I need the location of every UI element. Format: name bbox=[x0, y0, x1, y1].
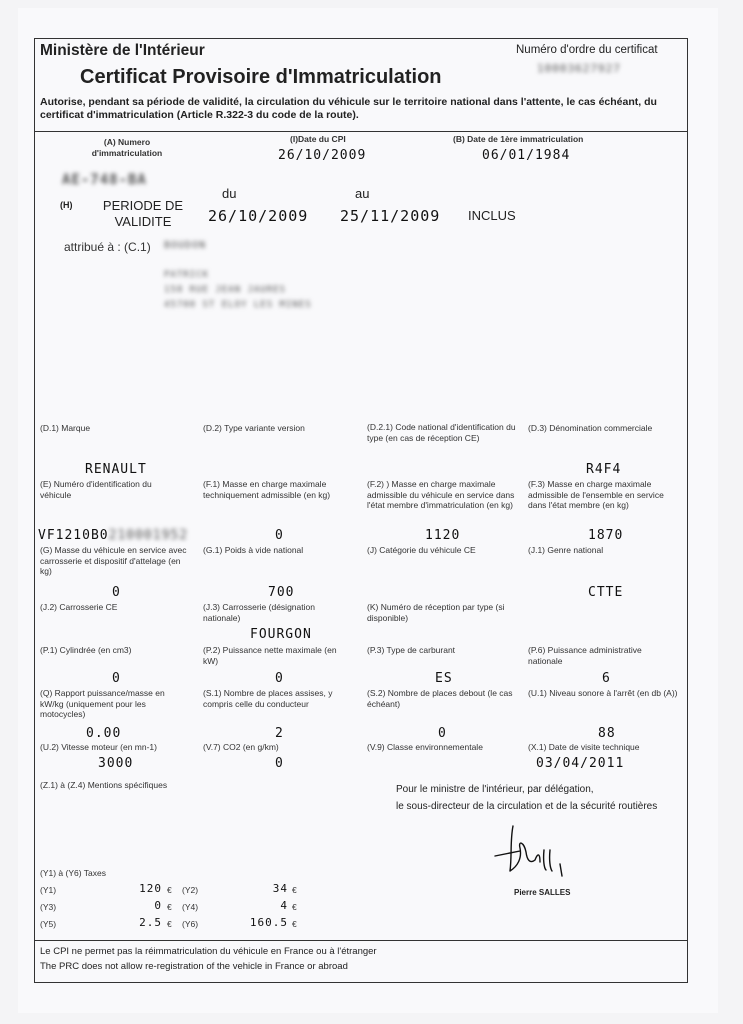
p3-value: ES bbox=[435, 671, 453, 686]
tax-y1-label: (Y1) bbox=[40, 885, 57, 895]
d2-label: (D.2) Type variante version bbox=[203, 423, 305, 433]
e-label: (E) Numéro d'identification du véhicule bbox=[40, 479, 152, 500]
tax-y6-currency: € bbox=[292, 919, 297, 929]
first-registration-label: (B) Date de 1ère immatriculation bbox=[453, 134, 584, 144]
validity-to-label: au bbox=[355, 186, 370, 201]
s2-value: 0 bbox=[438, 726, 447, 741]
j1-label: (J.1) Genre national bbox=[528, 545, 604, 555]
vin-value bbox=[38, 528, 188, 543]
p1-label: (P.1) Cylindrée (en cm3) bbox=[40, 645, 132, 655]
f1-value: 0 bbox=[275, 528, 284, 543]
x1-label: (X.1) Date de visite technique bbox=[528, 742, 640, 752]
g-value: 0 bbox=[112, 585, 121, 600]
d21-label: (D.2.1) Code national d'identification du type (en cas de réception CE) bbox=[367, 422, 516, 443]
tax-y3-currency: € bbox=[167, 902, 172, 912]
validity-inclusive: INCLUS bbox=[468, 208, 516, 223]
validity-to: 25/11/2009 bbox=[340, 207, 441, 225]
delegation-line1: Pour le ministre de l'intérieur, par délégation, bbox=[396, 784, 594, 795]
holder-address-line3: 45700 ST ELOY LES MINES bbox=[164, 300, 312, 310]
j3-value: FOURGON bbox=[250, 627, 312, 642]
u1-value: 88 bbox=[598, 726, 616, 741]
tax-y5-currency: € bbox=[167, 919, 172, 929]
f3-value: 1870 bbox=[588, 528, 624, 543]
tax-y4-currency: € bbox=[292, 902, 297, 912]
f1-label: (F.1) Masse en charge maximale techniquement admissible (en kg) bbox=[203, 479, 331, 500]
registration-number: AE-748-BA bbox=[62, 172, 147, 188]
v9-label: (V.9) Classe environnementale bbox=[367, 742, 483, 752]
tax-y2-value: 34 bbox=[272, 882, 288, 895]
registration-number-label: (A) Numero d'immatriculation bbox=[91, 137, 163, 158]
p6-value: 6 bbox=[602, 671, 611, 686]
g-label: (G) Masse du véhicule en service avec carrosserie et dispositif d'attelage (en kg) bbox=[40, 545, 187, 576]
holder-name: BOUDON bbox=[164, 240, 207, 251]
commercial-name-value: R4F4 bbox=[586, 462, 622, 477]
u2-label: (U.2) Vitesse moteur (en mn-1) bbox=[40, 742, 157, 752]
brand-value: RENAULT bbox=[85, 462, 147, 477]
p3-label: (P.3) Type de carburant bbox=[367, 645, 456, 655]
vin-redacted: 210001952 bbox=[108, 528, 189, 543]
validity-from-label: du bbox=[222, 186, 237, 201]
u1-label: (U.1) Niveau sonore à l'arrêt (en db (A)) bbox=[528, 688, 678, 698]
s1-value: 2 bbox=[275, 726, 284, 741]
ministry-name: Ministère de l'Intérieur bbox=[40, 42, 205, 59]
g1-label: (G.1) Poids à vide national bbox=[203, 545, 304, 555]
q-label: (Q) Rapport puissance/masse en kW/kg (uniquement pour les motocycles) bbox=[40, 688, 165, 719]
footer-english: The PRC does not allow re-registration of the vehicle in France or abroad bbox=[40, 961, 348, 972]
tax-y3-value: 0 bbox=[154, 899, 162, 912]
tax-y4-label: (Y4) bbox=[182, 902, 199, 912]
j-label: (J) Catégorie du véhicule CE bbox=[367, 545, 476, 555]
footer-divider bbox=[34, 940, 688, 941]
g1-value: 700 bbox=[268, 585, 295, 600]
delegation-line2: le sous-directeur de la circulation et de la sécurité routières bbox=[396, 801, 658, 812]
tax-y6-value: 160.5 bbox=[249, 916, 288, 929]
tax-y1-value: 120 bbox=[139, 882, 162, 895]
z-label: (Z.1) à (Z.4) Mentions spécifiques bbox=[40, 780, 168, 790]
footer-french: Le CPI ne permet pas la réimmatriculation du véhicule en France ou à l'étranger bbox=[40, 946, 377, 957]
v7-label: (V.7) CO2 (en g/km) bbox=[203, 742, 279, 752]
cpi-date: 26/10/2009 bbox=[278, 148, 367, 163]
d1-label: (D.1) Marque bbox=[40, 423, 91, 433]
holder-address-line1: PATRICK bbox=[164, 270, 209, 280]
validity-from: 26/10/2009 bbox=[208, 207, 309, 225]
signatory-name: Pierre SALLES bbox=[514, 888, 571, 897]
j1-value: CTTE bbox=[588, 585, 624, 600]
f3-label: (F.3) Masse en charge maximale admissible de l'ensemble en service dans l'état membre (en kg) bbox=[528, 479, 664, 510]
holder-label: attribué à : (C.1) bbox=[64, 240, 151, 254]
s1-label: (S.1) Nombre de places assises, y compris celle du conducteur bbox=[203, 688, 333, 709]
tax-y2-currency: € bbox=[292, 885, 297, 895]
u2-value: 3000 bbox=[98, 756, 134, 771]
p2-label: (P.2) Puissance nette maximale (en kW) bbox=[203, 645, 337, 666]
f2-value: 1120 bbox=[425, 528, 461, 543]
tax-y1-currency: € bbox=[167, 885, 172, 895]
tax-y5-value: 2.5 bbox=[139, 916, 162, 929]
order-number: 10003627927 bbox=[537, 62, 621, 75]
v7-value: 0 bbox=[275, 756, 284, 771]
j2-label: (J.2) Carrosserie CE bbox=[40, 602, 118, 612]
s2-label: (S.2) Nombre de places debout (le cas échéant) bbox=[367, 688, 513, 709]
vin-visible: VF1210B0 bbox=[38, 528, 109, 543]
document-title: Certificat Provisoire d'Immatriculation bbox=[80, 66, 442, 88]
tax-y4-value: 4 bbox=[280, 899, 288, 912]
f2-label: (F.2) ) Masse en charge maximale admissible du véhicule en service dans l'état membre d'immatriculation (en kg) bbox=[367, 479, 515, 510]
p6-label: (P.6) Puissance administrative nationale bbox=[528, 645, 642, 666]
validity-label: PERIODE DE VALIDITE bbox=[102, 198, 184, 229]
document-subtitle: Autorise, pendant sa période de validité, la circulation du véhicule sur le territoire national dans l'attente, le cas échéant, du certificat d'immatriculation (Article R.322-3 du code de la route). bbox=[40, 96, 657, 121]
x1-value: 03/04/2011 bbox=[536, 756, 625, 771]
signature-mark bbox=[480, 816, 600, 896]
validity-code: (H) bbox=[60, 200, 73, 210]
tax-y6-label: (Y6) bbox=[182, 919, 199, 929]
q-value: 0.00 bbox=[86, 726, 122, 741]
taxes-title: (Y1) à (Y6) Taxes bbox=[40, 868, 106, 878]
cpi-date-label: (I)Date du CPI bbox=[290, 134, 346, 144]
p2-value: 0 bbox=[275, 671, 284, 686]
tax-y5-label: (Y5) bbox=[40, 919, 57, 929]
first-registration-date: 06/01/1984 bbox=[482, 148, 571, 163]
tax-y3-label: (Y3) bbox=[40, 902, 57, 912]
header-divider bbox=[34, 131, 688, 132]
j3-label: (J.3) Carrosserie (désignation nationale) bbox=[203, 602, 315, 623]
tax-y2-label: (Y2) bbox=[182, 885, 199, 895]
holder-address-line2: 158 RUE JEAN JAURES bbox=[164, 285, 286, 295]
d3-label: (D.3) Dénomination commerciale bbox=[528, 423, 653, 433]
order-number-label: Numéro d'ordre du certificat bbox=[516, 44, 658, 56]
k-label: (K) Numéro de réception par type (si disponible) bbox=[367, 602, 505, 623]
p1-value: 0 bbox=[112, 671, 121, 686]
